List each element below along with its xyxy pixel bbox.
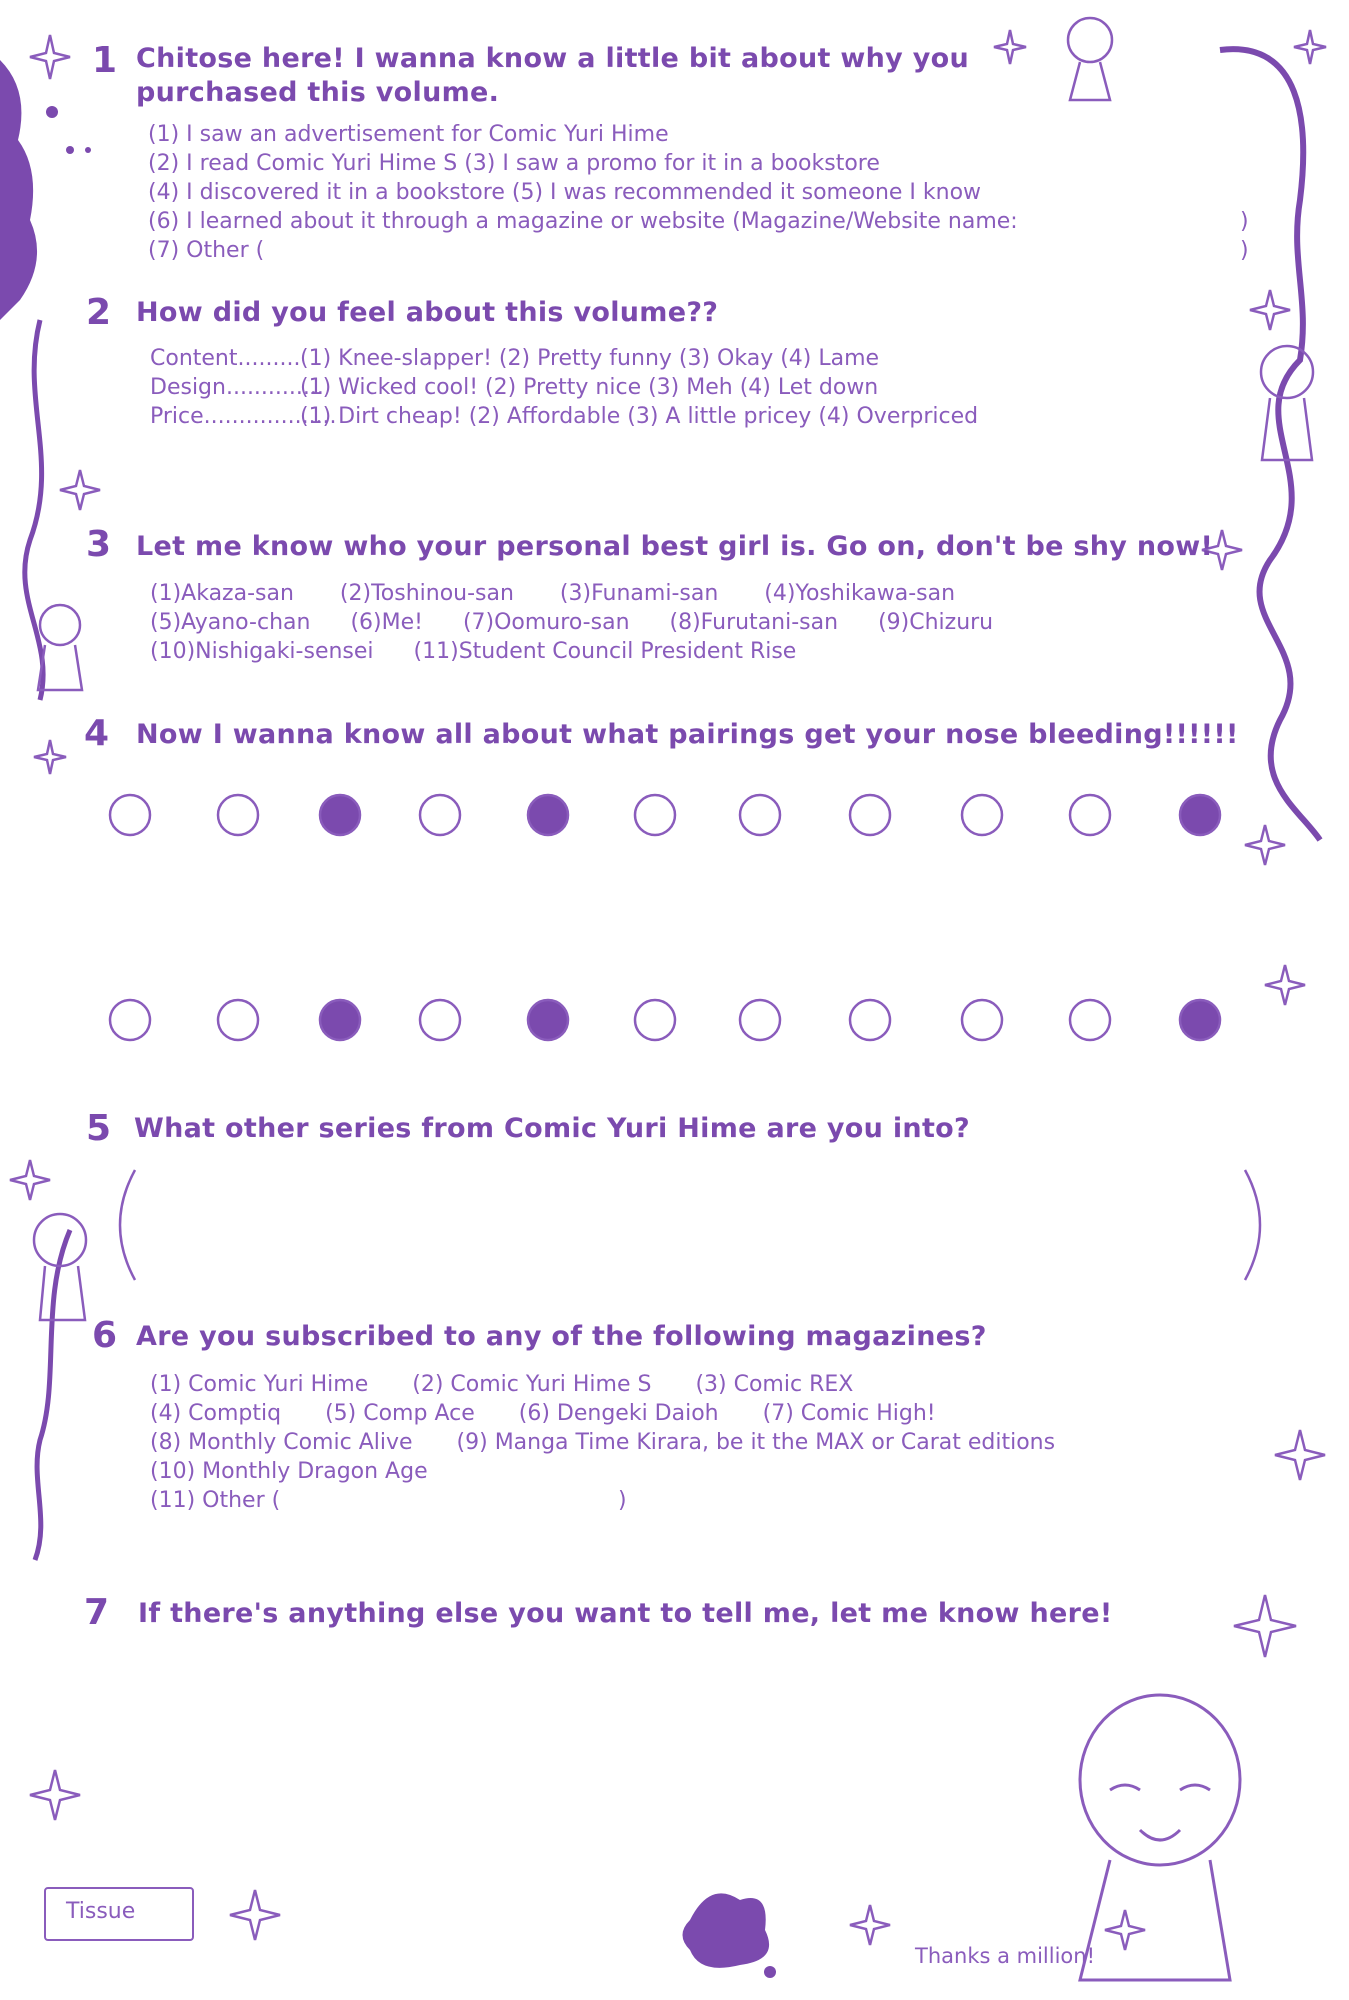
best-girl-option[interactable]: (7)Oomuro-san [462, 610, 630, 635]
question-7-title: If there's anything else you want to tell me, let me know here! [138, 1598, 1113, 1629]
best-girl-option[interactable]: (2)Toshinou-san [339, 581, 514, 606]
character-face-icon [850, 1000, 890, 1040]
character-face-icon [320, 795, 360, 835]
character-face-icon [110, 795, 150, 835]
answer-paren-close: ) [1240, 238, 1249, 263]
best-girl-row [150, 610, 993, 635]
sparkle-icon [1294, 30, 1326, 64]
question-6-number: 6 [92, 1315, 118, 1356]
question-2-title: How did you feel about this volume?? [136, 297, 719, 328]
tissue-label: Tissue [66, 1899, 136, 1924]
answer-paren-close: ) [1240, 209, 1249, 234]
question-5-number: 5 [86, 1108, 112, 1149]
sparkle-icon [230, 1890, 280, 1940]
sparkle-icon [1105, 1910, 1145, 1950]
character-face-icon [850, 795, 890, 835]
chibi-character-left-lower [34, 1214, 86, 1320]
sparkle-icon [60, 470, 100, 510]
question-6-title: Are you subscribed to any of the following magazines? [136, 1321, 987, 1352]
question-4-number: 4 [84, 713, 110, 754]
question-1-title-line2: purchased this volume. [136, 77, 500, 108]
best-girl-option[interactable]: (3)Funami-san [559, 581, 719, 606]
character-face-icon [110, 1000, 150, 1040]
chibi-character-right [1261, 346, 1313, 460]
character-face-icon [1070, 795, 1110, 835]
question-1-number: 1 [92, 40, 118, 81]
best-girl-option[interactable]: (6)Me! [350, 610, 423, 635]
best-girl-option[interactable]: (4)Yoshikawa-san [764, 581, 956, 606]
best-girl-option[interactable]: (8)Furutani-san [669, 610, 839, 635]
magazine-option[interactable]: (2) Comic Yuri Hime S [412, 1372, 652, 1397]
magazine-option[interactable]: (9) Manga Time Kirara, be it the MAX or Carat editions [456, 1430, 1056, 1455]
tissue-box-icon [44, 1887, 194, 1941]
best-girl-option[interactable]: (10)Nishigaki-sensei [150, 639, 374, 664]
question-4-title: Now I wanna know all about what pairings get your nose bleeding!!!!!! [136, 719, 1239, 750]
magazine-option[interactable]: (5) Comp Ace [325, 1401, 475, 1426]
rating-row-content[interactable] [150, 346, 879, 371]
character-face-icon [528, 1000, 568, 1040]
character-face-icon [320, 1000, 360, 1040]
sparkle-icon [30, 1770, 80, 1820]
vine-left [25, 320, 43, 700]
rating-row-design[interactable] [150, 375, 878, 400]
sparkle-icon [1265, 965, 1305, 1005]
rating-choices[interactable]: (1) Knee-slapper! (2) Pretty funny (3) Okay (4) Lame [300, 346, 880, 371]
magazine-row [150, 1430, 1055, 1455]
sparkle-icon [994, 30, 1026, 64]
answer-paren-close: ) [618, 1488, 627, 1513]
character-face-icon [740, 795, 780, 835]
question-3-number: 3 [86, 524, 112, 565]
best-girl-row [150, 581, 955, 606]
ink-drop [66, 146, 74, 154]
question-1-option[interactable]: (7) Other ( [148, 238, 265, 263]
character-face-icon [420, 1000, 460, 1040]
character-face-icon [962, 1000, 1002, 1040]
question-1-option[interactable]: (2) I read Comic Yuri Hime S (3) I saw a promo for it in a bookstore [148, 151, 880, 176]
thanks-note: Thanks a million! [915, 1944, 1096, 1968]
rating-category: Design.............. [150, 375, 324, 400]
rating-choices[interactable]: (1) Wicked cool! (2) Pretty nice (3) Meh (4) Let down [300, 375, 879, 400]
rating-choices[interactable]: (1) Dirt cheap! (2) Affordable (3) A little pricey (4) Overpriced [300, 404, 979, 429]
character-face-icon [420, 795, 460, 835]
answer-bracket-left [120, 1170, 135, 1280]
sparkle-icon [10, 1160, 50, 1200]
sparkle-icon [30, 35, 70, 79]
character-face-icon [1180, 795, 1220, 835]
best-girl-row [150, 639, 796, 664]
sparkle-icon [1245, 825, 1285, 865]
chibi-character-bottom-right [1080, 1695, 1240, 1980]
magazine-option[interactable]: (8) Monthly Comic Alive [150, 1430, 413, 1455]
vine-left-lower [35, 1230, 70, 1560]
magazine-row [150, 1401, 936, 1426]
magazine-option[interactable]: (1) Comic Yuri Hime [150, 1372, 369, 1397]
question-2-number: 2 [86, 292, 112, 333]
ink-drop [46, 106, 58, 118]
rating-row-price[interactable] [150, 404, 978, 429]
best-girl-option[interactable]: (11)Student Council President Rise [413, 639, 797, 664]
question-5-title: What other series from Comic Yuri Hime are you into? [134, 1113, 970, 1144]
magazine-option[interactable]: (4) Comptiq [150, 1401, 282, 1426]
ink-splatter-top-left [0, 60, 37, 320]
question-7-number: 7 [84, 1592, 110, 1633]
rating-category: Content......... [150, 346, 301, 371]
character-face-icon [218, 1000, 258, 1040]
best-girl-option[interactable]: (9)Chizuru [878, 610, 994, 635]
magazine-option[interactable]: (11) Other ( [150, 1488, 281, 1513]
ink-splatter-bottom [683, 1893, 770, 1968]
sparkle-icon [1275, 1430, 1325, 1480]
question-1-title-line1: Chitose here! I wanna know a little bit about why you [136, 43, 970, 74]
question-3-title: Let me know who your personal best girl is. Go on, don't be shy now! [136, 531, 1214, 562]
character-face-icon [740, 1000, 780, 1040]
sparkle-icon [1250, 290, 1290, 330]
magazine-row [150, 1372, 853, 1397]
best-girl-option[interactable]: (1)Akaza-san [150, 581, 294, 606]
character-face-icon [635, 1000, 675, 1040]
answer-bracket-right [1245, 1170, 1260, 1280]
sparkle-icon [1234, 1595, 1296, 1657]
character-face-icon [218, 795, 258, 835]
magazine-option[interactable]: (7) Comic High! [762, 1401, 936, 1426]
magazine-option[interactable]: (6) Dengeki Daioh [518, 1401, 719, 1426]
magazine-option[interactable]: (3) Comic REX [695, 1372, 854, 1397]
character-face-icon [1180, 1000, 1220, 1040]
character-face-icon [635, 795, 675, 835]
magazine-row [150, 1488, 280, 1513]
ink-drop [85, 147, 91, 153]
sparkle-icon [34, 740, 66, 774]
magazine-option[interactable]: (10) Monthly Dragon Age [150, 1459, 428, 1484]
question-1-option[interactable]: (6) I learned about it through a magazine or website (Magazine/Website name: [148, 209, 1018, 234]
ink-drop [764, 1966, 776, 1978]
chibi-character-top-right [1068, 18, 1112, 100]
sparkle-icon [850, 1905, 890, 1945]
question-1-option[interactable]: (4) I discovered it in a bookstore (5) I was recommended it someone I know [148, 180, 982, 205]
character-face-icon [528, 795, 568, 835]
rating-category: Price................... [150, 404, 337, 429]
best-girl-option[interactable]: (5)Ayano-chan [150, 610, 311, 635]
character-face-icon [962, 795, 1002, 835]
character-face-icon [1070, 1000, 1110, 1040]
magazine-row [150, 1459, 428, 1484]
question-1-option[interactable]: (1) I saw an advertisement for Comic Yuri Hime [148, 122, 669, 147]
